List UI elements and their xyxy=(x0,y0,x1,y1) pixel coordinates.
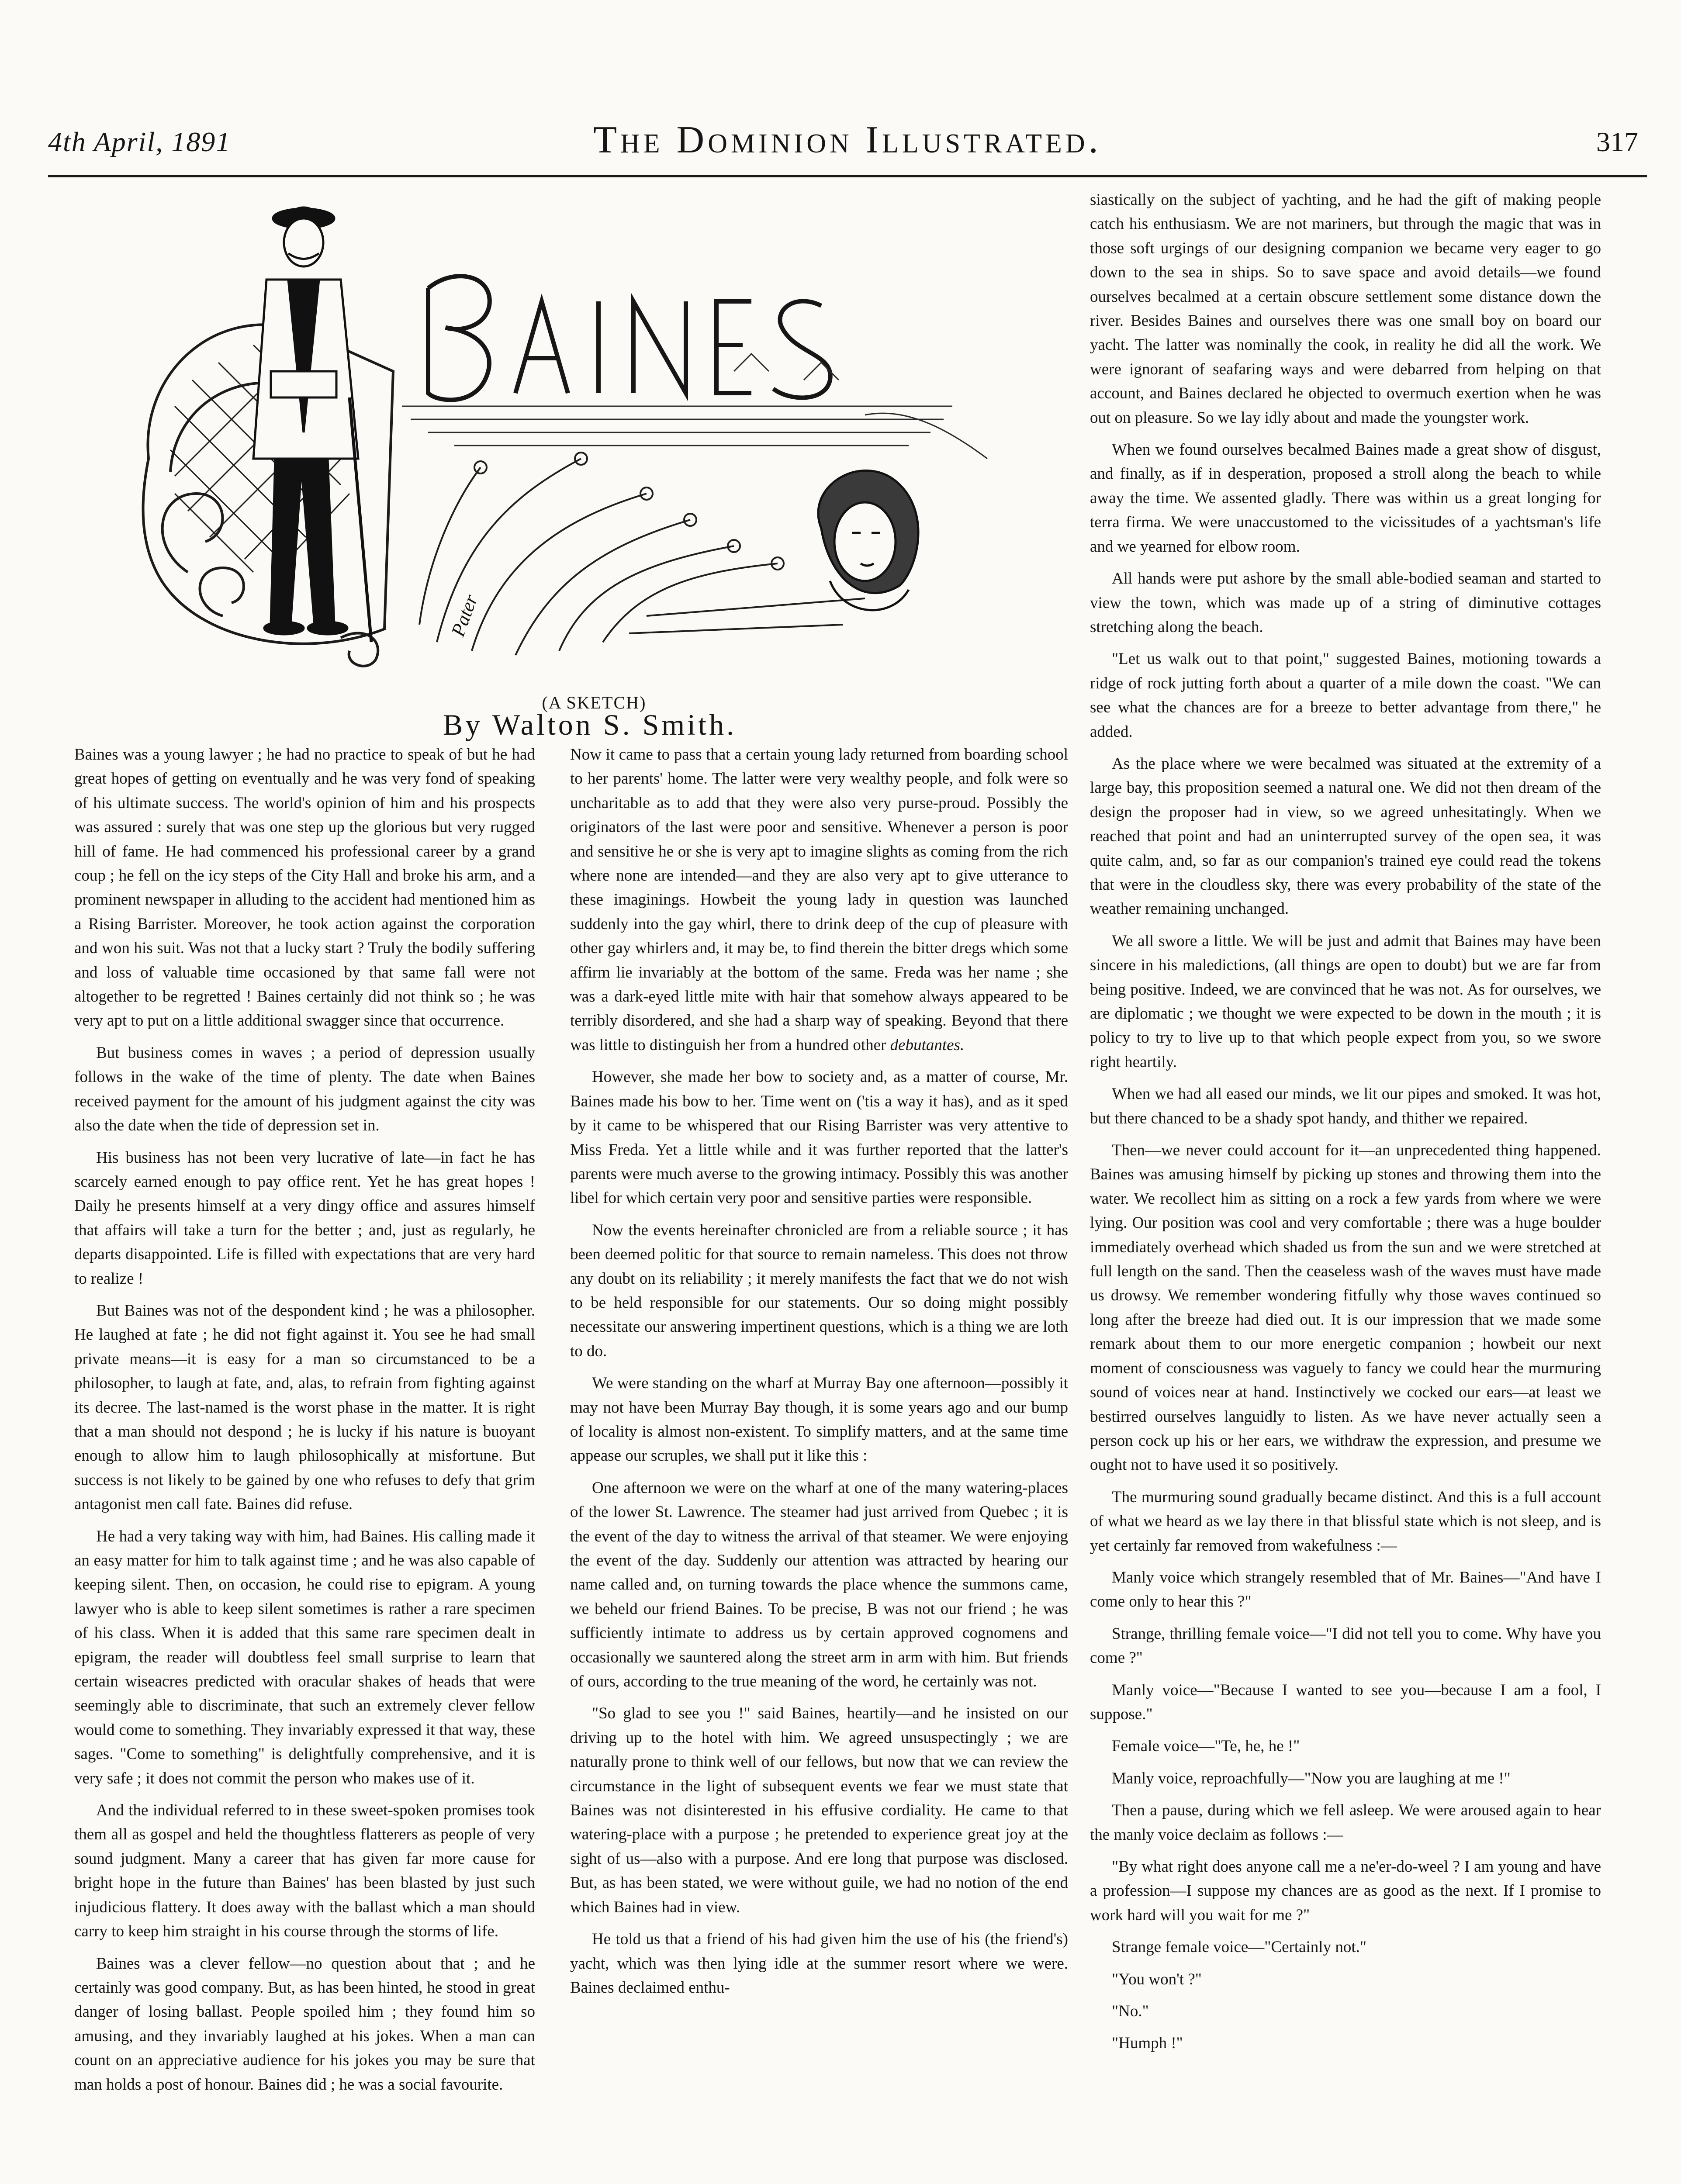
paragraph: All hands were put ashore by the small able-bodied seaman and started to view the town, which was made up of a string of diminutive cottages stretching along the beach. xyxy=(1090,570,1601,636)
column-2 xyxy=(570,743,1068,2008)
debutantes-word: debutantes. xyxy=(890,1036,965,1054)
paragraph: He had a very taking way with him, had Baines. His calling made it an easy matter for him to talk against time ; and he was also capable of keeping silent. Then, on occasion, he could rise to epigram. A young lawyer who is able to keep silent sometimes is rather a rare specimen of his class. When it is added that this same rare specimen dealt in epigram, the reader will doubtless feel small surprise to learn that certain wiseacres predicted with oracular shakes of heads that were seemingly able to discriminate, that such an extremely clever fellow would come to something. They invariably expressed it that way, these sages. "Come to something" is delightfully comprehensive, and it is very safe ; it does not commit the person who makes use of it. xyxy=(74,1527,535,1787)
paragraph: "No." xyxy=(1112,2002,1149,2021)
paragraph: We were standing on the wharf at Murray Bay one afternoon—possibly it may not have been Murray Bay though, it is some years ago and our bump of locality is almost non-existent. To simplify matters, and at the same time appease our scruples, we shall put it like this : xyxy=(570,1374,1068,1465)
paragraph: Then a pause, during which we fell asleep. We were aroused again to hear the manly voice declaim as follows :— xyxy=(1090,1801,1601,1844)
paragraph: "You won't ?" xyxy=(1112,1970,1202,1988)
paragraph: We all swore a little. We will be just and admit that Baines may have been sincere in his maledictions, (all things are open to doubt) but we are far from being positive. Indeed, we are convinced that he was not. As for ourselves, we are diplomatic ; we thought we were expected to be down in the mouth ; it is policy to try to live up to that which people expect from you, so we swore right heartily. xyxy=(1090,932,1601,1071)
header-rule xyxy=(48,175,1647,177)
gentleman-figure xyxy=(253,207,371,642)
paragraph: Female voice—"Te, he, he !" xyxy=(1112,1737,1300,1755)
article-caption: (A SKETCH) xyxy=(542,693,647,712)
paragraph: Manly voice which strangely resembled that of Mr. Baines—"And have I come only to hear this ?" xyxy=(1090,1568,1601,1611)
paragraph: But Baines was not of the despondent kind ; he was a philosopher. He laughed at fate ; he did not fight against it. You see he had small private means—it is easy for a man so circumstanced to be a philosopher, to laugh at fate, and, alas, to refrain from fighting against its decree. The last-named is the worst phase in the matter. It is right that a man should not despond ; he is lucky if his nature is buoyant enough to allow him to laugh philosophically at misfortune. But success is not likely to be gained by one who refuses to defy that grim antagonist men call fate. Baines did refuse. xyxy=(74,1301,535,1514)
paragraph: Baines was a young lawyer ; he had no practice to speak of but he had great hopes of getting on eventually and he was very fond of speaking of his ultimate success. The world's opinion of him and his prospects was assured : surely that was one step up the glorious but very rugged hill of fame. He had commenced his professional career by a grand coup ; he fell on the icy steps of the City Hall and broke his arm, and a prominent newspaper in alluding to the accident had mentioned him as a Rising Barrister. Moreover, he took action against the corporation and won his suit. Was not that a lucky start ? Truly the bodily suffering and loss of valuable time occasioned by that same fall were not altogether to be regretted ! Baines certainly did not think so ; he was very apt to put on a little additional swagger since that occurrence. xyxy=(74,746,535,1030)
column-1 xyxy=(74,743,535,2105)
paragraph: He told us that a friend of his had given him the use of his (the friend's) yacht, which was then lying idle at the summer resort where we were. Baines declaimed enthu- xyxy=(570,1930,1068,1997)
paragraph: Manly voice—"Because I wanted to see you—because I am a fool, I suppose." xyxy=(1090,1681,1601,1723)
paragraph: However, she made her bow to society and, as a matter of course, Mr. Baines made his bow to her. Time went on ('tis a way it has), and as it sped by it came to be whispered that our Rising Barrister was very attentive to Miss Freda. Yet a little while and it was further reported that the latter's parents were much averse to the growing intimacy. Possibly this was another libel for which certain very poor and sensitive parties were responsible. xyxy=(570,1068,1068,1207)
issue-date: 4th April, 1891 xyxy=(48,126,231,157)
artist-signature: Pater xyxy=(447,591,482,639)
paragraph: Manly voice, reproachfully—"Now you are laughing at me !" xyxy=(1112,1769,1511,1787)
girl-portrait xyxy=(818,470,918,610)
paragraph: When we had all eased our minds, we lit our pipes and smoked. It was hot, but there chanced to be a shady spot handy, and thither we repaired. xyxy=(1090,1085,1601,1127)
masthead-title: The Dominion Illustrated. xyxy=(593,119,1102,161)
column-3 xyxy=(1090,188,1601,2063)
paragraph: As the place where we were becalmed was situated at the extremity of a large bay, this proposition seemed a natural one. We did not then dream of the design the proposer had in view, so we agreed unhesitatingly. When we reached that point and had an uninterrupted survey of the open sea, it was quite calm, and, so far as our companion's trained eye could read the tokens that were in the cloudless sky, there was every probability of the state of the weather remaining unchanged. xyxy=(1090,754,1601,918)
paragraph: The murmuring sound gradually became distinct. And this is a full account of what we heard as we lay there in that blissful state which is not sleep, and is yet certainly far removed from wakefulness :— xyxy=(1090,1488,1601,1555)
baines-lettering xyxy=(428,276,830,400)
paragraph: "Humph !" xyxy=(1112,2034,1183,2053)
paragraph-text: Now it came to pass that a certain young lady returned from boarding school to her parents' home. The latter were very wealthy people, and folk were so uncharitable as to add that they were also very purse-proud. Possibly the originators of the last were poor and sensitive. Whenever a person is poor and sensitive he or she is very apt to imagine slights as coming from the rich where none are intended—and they are also very apt to give utterance to these imaginings. Howbeit the young lady in question was launched suddenly into the gay whirl, there to drink deep of the cup of pleasure with other gay whirlers and, it may be, to find therein the bitter dregs which some affirm lie invariably at the bottom of the same. Freda was her name ; she was a dark-eyed little mite with hair that somehow always appeared to be terribly disordered, and she had a sharp way of speaking. Beyond that there was little to distinguish her from a hundred other xyxy=(570,746,1068,1054)
paragraph: "Let us walk out to that point," suggested Baines, motioning towards a ridge of rock jutting forth about a quarter of a mile down the coast. "We can see what the chances are for a breeze to better advantage from there," he added. xyxy=(1090,650,1601,741)
paragraph: Strange, thrilling female voice—"I did not tell you to come. Why have you come ?" xyxy=(1090,1624,1601,1667)
paragraph: Baines was a clever fellow—no question about that ; and he certainly was good company. But, as has been hinted, he stood in great danger of losing ballast. People spoiled him ; they found him so amusing, and they invariably laughed at his jokes. When a man can count on an appreciative audience for his jokes you may be sure that man holds a post of honour. Baines did ; he was a social favourite. xyxy=(74,1954,535,2094)
title-illustration xyxy=(122,188,1027,690)
paragraph: "So glad to see you !" said Baines, heartily—and he insisted on our driving up to the hotel with him. We agreed unsuspectingly ; we are naturally prone to think well of our fellows, but now that we can review the circumstance in the light of subsequent events we fear we must state that Baines was not disinterested in his effusive cordiality. He came to that watering-place with a purpose ; he pretended to experience great joy at the sight of us—also with a purpose. And ere long that purpose was disclosed. But, as has been stated, we were without guile, we had no notion of the end which Baines had in view. xyxy=(570,1704,1068,1916)
reeds-and-flowers xyxy=(419,453,865,655)
article-byline: By Walton S. Smith. xyxy=(443,708,737,741)
page-number: 317 xyxy=(1596,126,1638,157)
paragraph: And the individual referred to in these sweet-spoken promises took them all as gospel and held the thoughtless flatterers as people of very sound judgment. Many a career that has given far more cause for bright hope in the future than Baines' has been blasted by just such injudicious flattery. It does away with the ballast which a man should carry to keep him straight in his course through the storms of life. xyxy=(74,1801,535,1941)
paragraph: His business has not been very lucrative of late—in fact he has scarcely earned enough to pay office rent. Yet he has great hopes ! Daily he presents himself at a very dingy office and assures himself that affairs will take a turn for the better ; and, just as regularly, he departs disappointed. Life is filled with expectations that are very hard to realize ! xyxy=(74,1148,535,1288)
page-header xyxy=(48,109,1647,175)
paragraph: Then—we never could account for it—an unprecedented thing happened. Baines was amusing himself by picking up stones and throwing them into the water. We recollect him as sitting on a rock a few yards from where we were lying. Our position was cool and very comfortable ; there was a huge boulder immediately overhead which shaded us from the sun and we were stretched at full length on the sand. Then the ceaseless wash of the waves must have made us drowsy. We remember wondering fitfully why those waves continued so long after the breeze had died out. It is our impression that we made some remark about them to our more energetic companion ; howbeit our next moment of consciousness was vaguely to fancy we could hear the murmuring sound of voices near at hand. Instinctively we cocked our ears—at least we bestirred ourselves languidly to listen. As we have never actually seen a person cock up his or her ears, we withdraw the expression, and presume we ought not to have used it so positively. xyxy=(1090,1141,1601,1474)
paragraph: Strange female voice—"Certainly not." xyxy=(1112,1938,1366,1956)
paragraph xyxy=(570,743,1068,1057)
paragraph: "By what right does anyone call me a ne'er-do-weel ? I am young and have a profession—I suppose my chances are as good as the next. If I promise to work hard will you wait for me ?" xyxy=(1090,1858,1601,1924)
paragraph: Now the events hereinafter chronicled are from a reliable source ; it has been deemed politic for that source to remain nameless. This does not throw any doubt on its reliability ; it merely manifests the fact that we do not wish to be held responsible for our statements. Our so doing might possibly necessitate our answering impertinent questions, which is a thing we are loth to do. xyxy=(570,1221,1068,1360)
paragraph: But business comes in waves ; a period of depression usually follows in the wake of the time of plenty. The date when Baines received payment for the amount of his judgment against the city was also the date when the tide of depression set in. xyxy=(74,1044,535,1135)
paragraph: When we found ourselves becalmed Baines made a great show of disgust, and finally, as if in desperation, proposed a stroll along the beach to while away the time. We assented gladly. There was within us a great longing for terra firma. We were unaccustomed to the vicissitudes of a yachtsman's life and we yearned for elbow room. xyxy=(1090,441,1601,556)
paragraph: siastically on the subject of yachting, and he had the gift of making people catch his enthusiasm. We are not mariners, but through the magic that was in those soft urgings of our designing companion we became very eager to go down to the sea in ships. So to save space and avoid details—we found ourselves becalmed at a certain obscure settlement some distance down the river. Besides Baines and ourselves there was one small boy on board our yacht. The latter was nominally the cook, in reality he did all the work. We were ignorant of seafaring ways and were debarred from helping on that account, and Baines declared he objected to overmuch exertion when he was out on pleasure. So we lay idly about and made the youngster work. xyxy=(1090,191,1601,427)
paragraph: One afternoon we were on the wharf at one of the many watering-places of the lower St. Lawrence. The steamer had just arrived from Quebec ; it is the event of the day to witness the arrival of that steamer. We were enjoying the event of the day. Suddenly our attention was attracted by hearing our name called and, on turning towards the place whence the summons came, we beheld our friend Baines. To be precise, B was not our friend ; he was sufficiently intimate to address us by certain approved cognomens and occasionally we sauntered along the street arm in arm with him. But friends of ours, according to the true meaning of the word, he certainly was not. xyxy=(570,1479,1068,1691)
